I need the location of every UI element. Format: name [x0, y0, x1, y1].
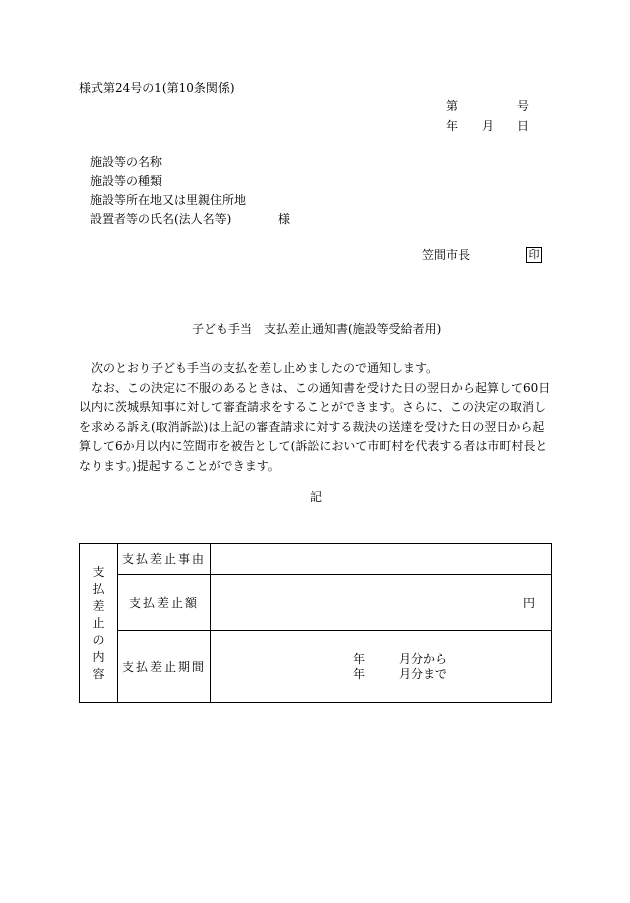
table-row: [80, 544, 552, 575]
founder-name-label: 設置者等の氏名(法人名等): [90, 212, 232, 226]
document-title: 子ども手当 支払差止通知書(施設等受給者用): [192, 322, 442, 336]
suspension-reason-value: [211, 544, 552, 575]
facility-name-label: 施設等の名称: [90, 155, 163, 169]
period-to-year: 年: [353, 666, 366, 681]
body-paragraph-2: なお、この決定に不服のあるときは、この通知書を受けた日の翌日から起算して60日以内に茨城県知事に対して審査請求をすることができます。さらに、この決定の取消しを求める訴え(取消訴訟)は上記の審査請求に対する裁決の送達を受けた日の翌日から起算して6か月以内に笠間市を被告として(訴訟において市町村を代表する者は市町村長となります。)提起することができます。: [79, 380, 551, 473]
table-row: [80, 631, 552, 703]
suspension-period-value: [211, 631, 552, 703]
date-day-label: 日: [517, 119, 530, 133]
document-number-label: 第: [446, 99, 459, 113]
detail-table: [79, 543, 552, 703]
table-row: [80, 575, 552, 631]
honorific: 様: [278, 212, 291, 226]
seal-icon: 印: [526, 247, 542, 263]
period-from-year: 年: [353, 651, 366, 666]
body-text: [79, 359, 553, 476]
suspension-amount-label: 支払差止額: [118, 575, 211, 631]
sender-name: 笠間市長: [422, 248, 471, 262]
period-from-month: 月分から: [399, 651, 448, 666]
suspension-amount-value: [211, 575, 552, 631]
date-year-label: 年: [446, 119, 459, 133]
date-month-label: 月: [482, 119, 495, 133]
suspension-reason-label: 支払差止事由: [118, 544, 211, 575]
facility-type-label: 施設等の種類: [90, 174, 163, 188]
period-to-month: 月分まで: [399, 666, 448, 681]
document-number-suffix: 号: [517, 99, 530, 113]
form-number: 様式第24号の1(第10条関係): [79, 81, 235, 95]
yen-unit: 円: [522, 595, 535, 610]
side-label: 支 払 差 止 の 内 容: [80, 544, 118, 703]
body-paragraph-1: 次のとおり子ども手当の支払を差し止めましたので通知します。: [91, 361, 439, 375]
facility-address-label: 施設等所在地又は里親住所地: [90, 193, 247, 207]
suspension-period-label: 支払差止期間: [118, 631, 211, 703]
ki-heading: 記: [310, 490, 323, 504]
